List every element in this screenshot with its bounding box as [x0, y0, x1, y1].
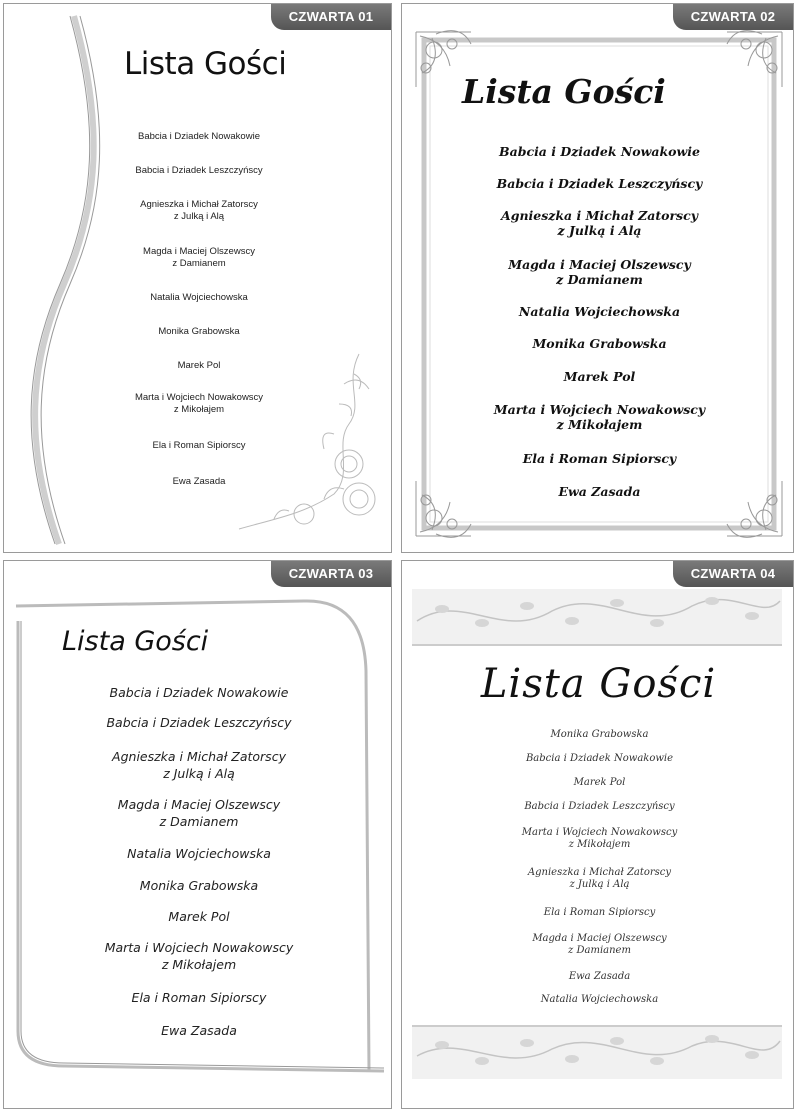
guest-entry: Babcia i Dziadek Leszczyńscy — [524, 801, 675, 812]
guest-entry: Monika Grabowska — [139, 878, 259, 893]
guest-entry: Monika Grabowska — [158, 326, 240, 337]
guest-entry: Agnieszka i Michał Zatorscy z Julką i Alą — [112, 749, 286, 781]
guest-entry: Magda i Maciej Olszewscy z Damianem — [117, 797, 281, 829]
guest-entry: Natalia Wojciechowska — [540, 994, 659, 1005]
guest-entry: Marta i Wojciech Nowakowscy z Mikołajem — [493, 402, 706, 432]
variant-tag: CZWARTA 01 — [271, 4, 391, 30]
guest-entry: Ewa Zasada — [558, 484, 641, 499]
guest-entry: Marek Pol — [177, 360, 221, 371]
guest-entry: Ela i Roman Sipiorscy — [152, 440, 246, 451]
guest-list — [84, 4, 314, 549]
guest-list — [472, 561, 727, 1106]
guest-entry: Ewa Zasada — [161, 1023, 237, 1038]
guest-entry: Ela i Roman Sipiorscy — [131, 990, 267, 1005]
guest-entry: Natalia Wojciechowska — [127, 846, 271, 861]
guest-entry: Ela i Roman Sipiorscy — [543, 907, 656, 918]
guest-entry: Magda i Maciej Olszewscy z Damianem — [143, 246, 255, 269]
guest-entry: Babcia i Dziadek Nowakowie — [109, 685, 289, 700]
guest-entry: Marek Pol — [168, 909, 230, 924]
guest-list-card-04[interactable] — [401, 560, 794, 1109]
page-title: Lista Gości — [124, 46, 287, 82]
guest-list-card-02[interactable] — [401, 3, 794, 553]
guest-list — [472, 4, 727, 549]
guest-list-card-01[interactable] — [3, 3, 392, 553]
page-title: Lista Gości — [480, 661, 717, 707]
guest-entry: Agnieszka i Michał Zatorscy z Julką i Alą — [140, 199, 258, 222]
guest-entry: Natalia Wojciechowska — [150, 292, 248, 303]
guest-entry: Marek Pol — [563, 369, 636, 384]
guest-entry: Ewa Zasada — [568, 971, 631, 982]
guest-entry: Ela i Roman Sipiorscy — [522, 451, 677, 466]
guest-entry: Marta i Wojciech Nowakowscy z Mikołajem — [521, 827, 678, 850]
variant-tag: CZWARTA 03 — [271, 561, 391, 587]
guest-list-card-03[interactable] — [3, 560, 392, 1109]
guest-entry: Marek Pol — [573, 777, 626, 788]
guest-entry: Babcia i Dziadek Nowakowie — [525, 753, 674, 764]
guest-entry: Babcia i Dziadek Nowakowie — [499, 144, 700, 159]
guest-entry: Agnieszka i Michał Zatorscy z Julką i Alą — [501, 208, 698, 238]
guest-entry: Monika Grabowska — [532, 336, 667, 351]
page-title: Lista Gości — [62, 626, 209, 657]
guest-entry: Agnieszka i Michał Zatorscy z Julką i Alą — [527, 867, 672, 890]
variant-tag: CZWARTA 02 — [673, 4, 793, 30]
variant-tag: CZWARTA 04 — [673, 561, 793, 587]
guest-entry: Babcia i Dziadek Leszczyńscy — [106, 715, 292, 730]
guest-entry: Ewa Zasada — [172, 476, 226, 487]
page-title: Lista Gości — [462, 72, 666, 111]
guest-entry: Marta i Wojciech Nowakowscy z Mikołajem — [104, 940, 294, 972]
guest-entry: Babcia i Dziadek Leszczyńscy — [496, 176, 703, 191]
guest-entry: Natalia Wojciechowska — [518, 304, 681, 319]
guest-entry: Babcia i Dziadek Leszczyńscy — [135, 165, 263, 176]
guest-entry: Marta i Wojciech Nowakowscy z Mikołajem — [134, 392, 264, 415]
guest-list — [64, 561, 334, 1106]
guest-entry: Magda i Maciej Olszewscy z Damianem — [532, 933, 667, 956]
guest-entry: Monika Grabowska — [550, 729, 649, 740]
guest-entry: Babcia i Dziadek Nowakowie — [138, 131, 260, 142]
guest-entry: Magda i Maciej Olszewscy z Damianem — [508, 257, 691, 287]
